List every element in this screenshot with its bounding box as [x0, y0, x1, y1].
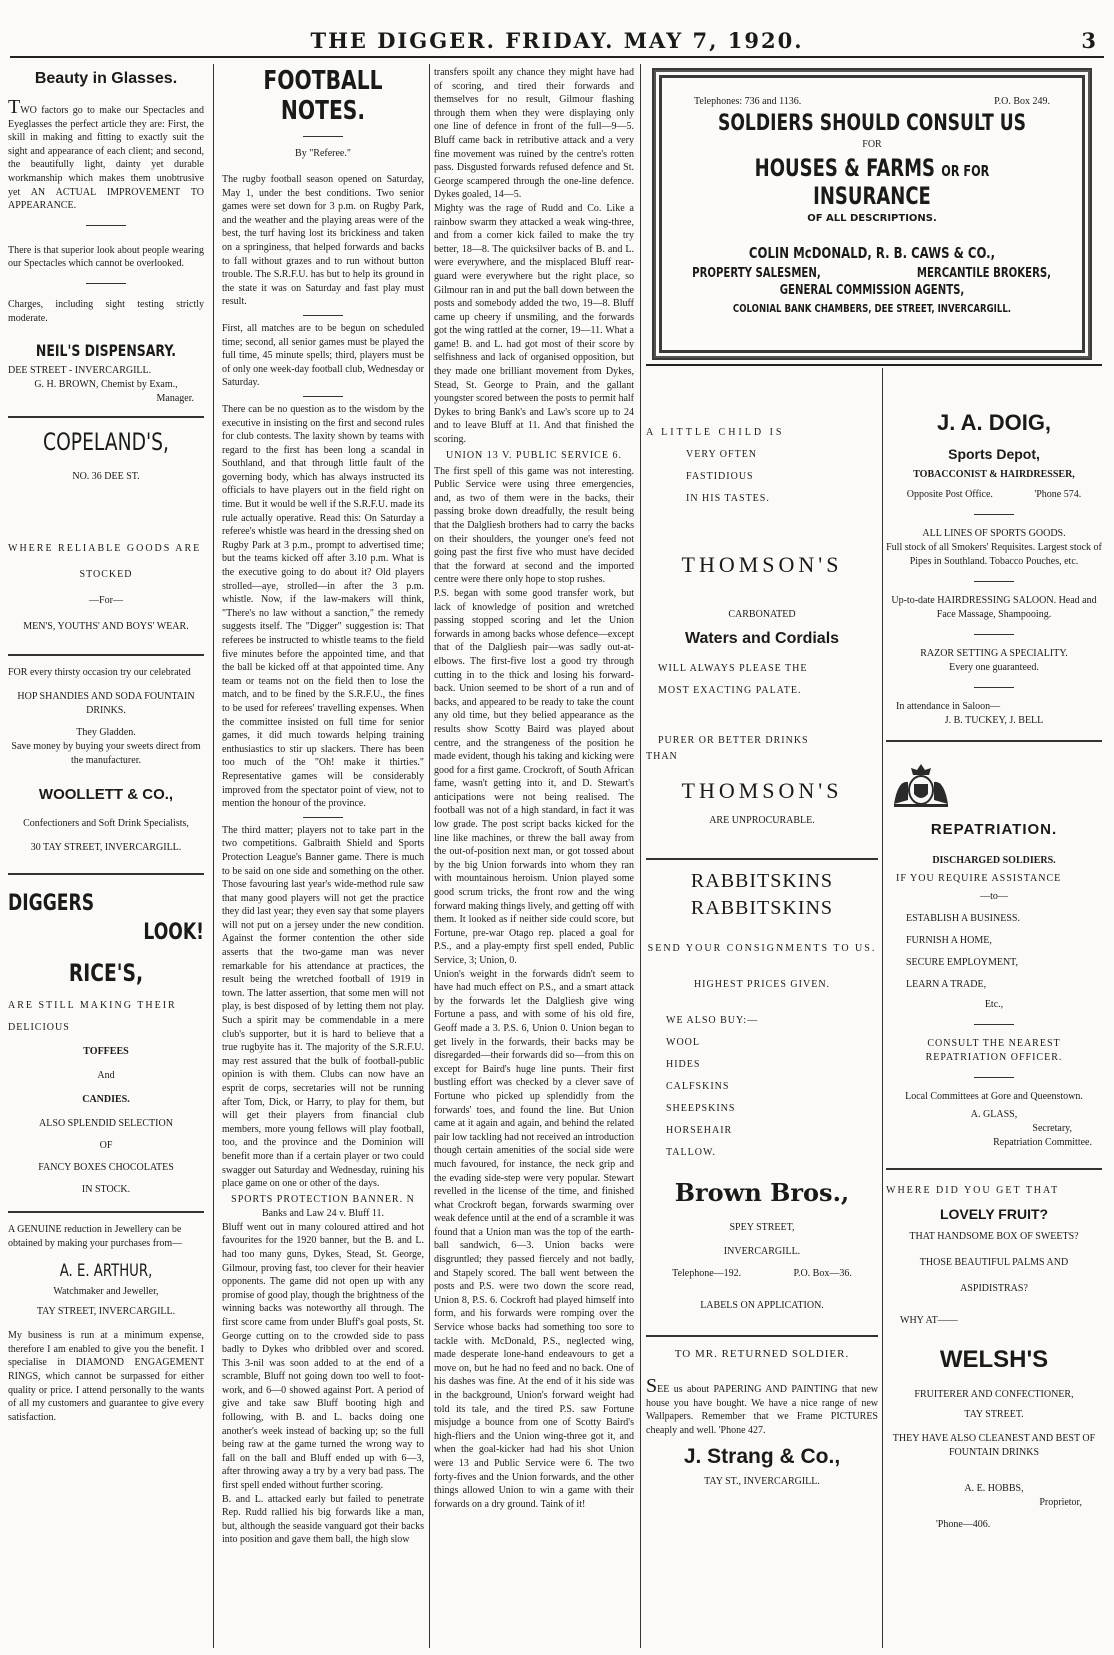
woollett-gladden: They Gladden.: [76, 727, 136, 739]
doig-attendance: In attendance in Saloon—: [896, 701, 1001, 712]
article-paragraph: The first spell of this game was not interesting. Public Service were using three emergencies, and, as two of them were in the backs, their passing broke down dreadfully, the result being that the Dalgliesh brothers had to carry the backs on their shoulders, the younger one's feed not going past the first five who must have decided that the forward at second and the imported centre were there only hope to stop rushes.: [434, 465, 634, 586]
insurance: INSURANCE: [813, 182, 931, 210]
copeland-stocked: STOCKED: [79, 569, 133, 581]
doig-saloon: Up-to-date HAIRDRESSING SALOON. Head and Face Massage, Shampooing.: [891, 595, 1097, 620]
divider: [303, 136, 343, 137]
welsh-name: WELSH'S: [939, 1346, 1049, 1373]
labels-on-application: LABELS ON APPLICATION.: [700, 1300, 824, 1311]
thomsons-name: THOMSON'S: [681, 552, 843, 577]
welsh-why: WHY AT——: [900, 1315, 958, 1326]
repat-to: —to—: [980, 891, 1008, 902]
newspaper-title: THE DIGGER. FRIDAY. MAY 7, 1920.: [310, 28, 804, 53]
look-heading: LOOK!: [143, 920, 204, 946]
column-1: [8, 66, 204, 1646]
repat-item: FURNISH A HOME,: [906, 935, 992, 946]
buy-heading: WE ALSO BUY:—: [666, 1015, 759, 1026]
welsh-where: WHERE DID YOU GET THAT: [886, 1185, 1060, 1196]
column-rule: [882, 368, 883, 1648]
buy-list: [666, 1036, 878, 1160]
buy-item: WOOL: [666, 1037, 700, 1048]
divider: [303, 315, 343, 316]
section-rule: [646, 858, 878, 860]
telephones: Telephones: 736 and 1136.: [694, 96, 802, 107]
article-paragraph: P.S. began with some good transfer work, but lack of knowledge of position and wretched passing stopped scoring and let the Union forwards in among backs whose defence—except that of the Dalgliesh pair—was sadly out-at-elbows. The first-five lost a good try through cutting in to the thick and losing his forward-back. Union seemed to be short of a run and of backs, and appeared to be ready to take the count any old time, but they belied appearance as the results show Scotty Baird was played about centre, and the strangeness of the position he made evident, though his taking and kicking were good for a first game. Crockroft, of South African fame, wasn't getting into it, and D. Stewart's anticipations were not being realised. The football was not of a high standard, in fact it was low grade. The post script backs kicked for the line like machines, or threw the ball away from the out-of-position next man, or got tossed about by the big Union forwards into whom they ran with mountainous heroism. Union played some good scrum tricks, the front row and the wing forward making things lively, and getting off with them. It looked as if neither side could score, but Fortune, pre-war Otago rep. placed a goal for P.S., and a play-empty first spell ended, Public Service, 3; Union, 0.: [434, 587, 634, 966]
woollett-name: WOOLLETT & CO.,: [38, 786, 174, 804]
byline: By "Referee.": [295, 148, 351, 159]
divider: [303, 817, 343, 818]
beauty-look: There is that superior look about people wearing our Spectacles which cannot be overlooked.: [8, 244, 204, 270]
roles-row: [674, 262, 1070, 281]
banner-score: Banks and Law 24 v. Bluff 11.: [261, 1207, 385, 1219]
arthur-body: My business is run at a minimum expense, therefore I am enabled to give you the benefit. I specialise in DIAMOND ENGAGEMENT RINGS, which cannot be surpassed for either quality or price. I attend personally to the wants of all my customers and guarantee to give every satisfaction.: [8, 1330, 204, 1423]
waters-cordials: Waters and Cordials: [684, 630, 840, 647]
for-line: FOR: [862, 139, 882, 150]
buy-item: SHEEPSKINS: [666, 1103, 736, 1114]
child-line: IN HIS TASTES.: [686, 493, 770, 504]
or-for: OR FOR: [941, 162, 990, 180]
welsh-clean: THEY HAVE ALSO CLEANEST AND BEST OF FOUNTAIN DRINKS: [892, 1433, 1096, 1458]
welsh-aspidistras: ASPIDISTRAS?: [960, 1283, 1028, 1294]
article-paragraph: Mighty was the rage of Rudd and Co. Like a rainbow swarm they attacked a weak wing-three, and from a corner kick failed to make the try better, 18—8. The quicksilver backs of B. and L. were everywhere, and the misplaced Bluff rear-guard were everywhere but the right place, so Gilmour ran in and put the ball down between the posts and somebody added the two, 19—8. Bluff came up cheery if unsmiling, and the forwards got the wing rattled at the corner, 19—11. What a game! B. and L. had got most of their score by selfishness and lack of organised opposition, but they made one brilliant movement from Dykes, Stead, St. George to Prain, and the gallant youngster scored between the posts to permit half Dykes to bring Bank's and Law's score up to 24 and to leave Bluff at 11. And that finished the scoring.: [434, 202, 634, 446]
please-line: WILL ALWAYS PLEASE THE: [658, 663, 808, 674]
neil-dispensary-name: NEIL'S DISPENSARY.: [35, 341, 177, 361]
repat-item: ESTABLISH A BUSINESS.: [906, 913, 1020, 924]
repat-list: [886, 912, 1102, 992]
section-rule: [8, 873, 204, 875]
copeland-where: WHERE RELIABLE GOODS ARE: [8, 543, 202, 555]
article-paragraph: The third matter; players not to take part in the two competitions. Galbraith Shield and Sports Protection League's Banner game. There is much to be said on one side and something on the other. Those favouring last year's wide-method rule saw that many good players will not get the practice they did last year; they even say that some players will not put on a jersey under the new condition. Against the former contention the other side asserts that the two-game man was never remarkable for his attendance at practices, the result being the wretched football of 1919 in town. The latter assertion, that some men will not play, is best disposed of by letting them not play. Such a spirit may be commendable in a mere club's supporter, but it is hard to believe that a true rugbyite has it. The majority of the S.R.F.U. may rest assured that the bulk of football-public opinion is with them. Clubs can now have an esprit de corps, secretaries will not be running after Tom, Dick, or Harry, to play for them, but will get their players from financial club members, more young fellows will play football, too, and the province and the Dominion will benefit more than if a certain player or two could swagger out Saturday and Wednesday, ruining his place game on one or other of the days.: [222, 824, 424, 1190]
brown-street: SPEY STREET,: [729, 1222, 795, 1233]
column-4: [646, 380, 878, 1646]
brown-city: INVERCARGILL.: [723, 1246, 801, 1257]
arthur-intro: A GENUINE reduction in Jewellery can be obtained by making your purchases from—: [8, 1224, 183, 1250]
page-number: 3: [1081, 28, 1096, 53]
repat-committee: Repatriation Committee.: [993, 1137, 1092, 1148]
child-line: A LITTLE CHILD IS: [646, 427, 785, 438]
welsh-street: TAY STREET.: [964, 1409, 1024, 1420]
welsh-fruit: LOVELY FRUIT?: [939, 1206, 1049, 1222]
arthur-name: A. E. ARTHUR,: [59, 1261, 153, 1282]
welsh-palms: THOSE BEAUTIFUL PALMS AND: [919, 1257, 1069, 1268]
unprocurable: ARE UNPROCURABLE.: [709, 815, 815, 826]
arthur-address: TAY STREET, INVERCARGILL.: [36, 1306, 176, 1318]
welsh-box: THAT HANDSOME BOX OF SWEETS?: [909, 1231, 1079, 1242]
beauty-charges: Charges, including sight testing strictly moderate.: [8, 298, 204, 324]
woollett-desc: Confectioners and Soft Drink Specialists,: [23, 818, 189, 830]
woollett-address: 30 TAY STREET, INVERCARGILL.: [30, 842, 182, 854]
copeland-address: NO. 36 DEE ST.: [72, 471, 140, 483]
repatriation-heading: REPATRIATION.: [930, 821, 1058, 838]
rice-line: ALSO SPLENDID SELECTION: [39, 1118, 173, 1130]
thomsons-name-2: THOMSON'S: [681, 778, 843, 803]
rice-line: TOFFEES: [83, 1046, 129, 1058]
rice-line: DELICIOUS: [8, 1022, 70, 1034]
doig-depot: Sports Depot,: [948, 446, 1040, 462]
doig-contact: [886, 488, 1102, 502]
rice-name: RICE'S,: [68, 959, 144, 988]
highest-prices: HIGHEST PRICES GIVEN.: [693, 979, 831, 990]
doig-trade: TOBACCONIST & HAIRDRESSER,: [913, 469, 1075, 480]
royal-crest-icon: [886, 760, 956, 810]
doig-stock: Full stock of all Smokers' Requisites. Largest stock of Pipes in Southland. Tobacco Pouches, etc.: [886, 542, 1102, 567]
divider: [86, 225, 126, 226]
article-paragraph: There can be no question as to the wisdom by the executive in insisting on the first and second rules for club contests. The laxity shown by teams with regard to the first has been long a scandal in Southland, and that through little fault of the governing body, which has always instructed its officials to have players out in the field right on time. But it would be well if the S.R.F.U. made its rule actually operative. Read this: On Saturday a referee's whistle was heard in the dressing shed on Rugby Park at 3 p.m., prompt to advertised time; but the teams kicked off after 3.10 p.m. What is the executive going to do about it? Old players strolled—aye, strolled—in after the 3 p.m. whistle. Now, if the law-makers will think, "There's no law without a sanction," the remedy suggests itself. The "Digger" suggestion is: That referees be instructed to whistle teams to the field five minutes before the appointed time, and that the ball be kicked off at that appointed time. Any team or teams not on the field then to lose the match, and to be fined by the S.R.F.U., the fines to be used for referees' travelling expenses. When the committee insisted on full time for senior games, it did much towards helping training enthusiastics to stir up slackers. There has been too much of the "Oh! make it thirties." Representative games will be considerably improved from the spectator point of view, not to mention the honour of the province.: [222, 403, 424, 810]
doig-staff: J. B. TUCKEY, J. BELL: [944, 715, 1044, 726]
section-rule: [8, 416, 204, 418]
brown-po-box: P.O. Box—36.: [793, 1268, 852, 1279]
rice-line: CANDIES.: [82, 1094, 130, 1106]
diggers-heading: DIGGERS: [8, 891, 95, 917]
article-paragraph: transfers spoilt any chance they might have had of scoring, and tired their forwards and themselves for no result, Gilmour flashing through them when they were displaying only one line of defence in front of the full—9—5. Bluff came back in retributive attack and a very fine movement was ruined by the centre's rotten pass. Disgusted forwards refused defence and St. George scampered through the one-line defence. Dykes goaled, 14—5.: [434, 67, 634, 201]
article-paragraph: Bluff went out in many coloured attired and hot favourites for the 1920 banner, but the B. and L. had too many guns, Dykes, Stead, St. George, Gilmour, proving fast, too clever for their heavier opponents. The game did not open up with any promise of good play, though the brightness of the winning backs was noteworthy all through. The first score came from under Bluff's goal posts, St. George cutting on to the crowded side to pass badly to Dykes who dribbled over and scored. This 3-nil was soon added to at the end of a scramble, Bluff not going down too well to foot-work, and 6—0 showed against Port. A period of give and take saw Bluff booting high and following, with B. and L. backs doing one another's week instead of backing up; so the full being raw at the game turned the wrong way to fall on the ball and Bluff ended up with 6—3, after throwing away a try by a very bad pass. The first spell ended without further scoring.: [222, 1221, 424, 1492]
rabbitskins-heading-2: RABBITSKINS: [690, 897, 834, 919]
houses-farms: HOUSES & FARMS: [754, 154, 935, 182]
repat-secretary: Secretary,: [1032, 1123, 1072, 1134]
woollett-intro: FOR every thirsty occasion try our celebrated: [8, 667, 191, 679]
copeland-name: COPELAND'S,: [43, 428, 169, 457]
purer-line: PURER OR BETTER DRINKS: [658, 735, 809, 746]
column-rule: [429, 64, 430, 1648]
column-2: [222, 66, 424, 1646]
repat-local: Local Committees at Gore and Queenstown.: [905, 1091, 1083, 1102]
divider: [974, 1024, 1014, 1025]
soldiers-consult-line: SOLDIERS SHOULD CONSULT US: [717, 111, 1027, 136]
neil-manager: Manager.: [156, 393, 194, 405]
rice-line: OF: [99, 1140, 113, 1152]
repat-item: SECURE EMPLOYMENT,: [906, 957, 1019, 968]
arthur-trade: Watchmaker and Jeweller,: [53, 1286, 159, 1298]
buy-item: HORSEHAIR: [666, 1125, 733, 1136]
section-rule: [646, 1335, 878, 1337]
rabbitskins-heading: RABBITSKINS: [690, 870, 834, 892]
repat-consult: CONSULT THE NEAREST REPATRIATION OFFICER.: [925, 1038, 1063, 1063]
buy-item: TALLOW.: [666, 1147, 716, 1158]
ad-address: COLONIAL BANK CHAMBERS, DEE STREET, INVERCARGILL.: [732, 302, 1012, 315]
woollett-save: Save money by buying your sweets direct from the manufacturer.: [11, 741, 201, 767]
football-notes-headline: FOOTBALL NOTES.: [263, 66, 383, 126]
welsh-owner: A. E. HOBBS,: [964, 1483, 1024, 1494]
ad-contact-row: [674, 88, 1070, 107]
masthead: [10, 28, 1104, 53]
divider: [974, 1077, 1014, 1078]
discharged-soldiers: DISCHARGED SOLDIERS.: [932, 855, 1056, 866]
property-salesmen: PROPERTY SALESMEN,: [692, 266, 821, 281]
houses-farms-line: [724, 154, 1021, 210]
neil-chemist: G. H. BROWN, Chemist by Exam.,: [34, 379, 178, 391]
doig-guarantee: Every one guaranteed.: [949, 662, 1039, 673]
rice-line: ARE STILL MAKING THEIR: [8, 1000, 177, 1012]
union-subhead: UNION 13 V. PUBLIC SERVICE 6.: [446, 449, 622, 461]
buy-item: CALFSKINS: [666, 1081, 730, 1092]
send-consignments: SEND YOUR CONSIGNMENTS TO US.: [647, 943, 877, 954]
repat-etc: Etc.,: [984, 999, 1004, 1010]
woollett-hop: HOP SHANDIES AND SODA FOUNTAIN DRINKS.: [17, 691, 195, 717]
general-commission: GENERAL COMMISSION AGENTS,: [779, 283, 965, 298]
doig-phone: 'Phone 574.: [1034, 489, 1082, 500]
rice-line: FANCY BOXES CHOCOLATES: [38, 1162, 174, 1174]
repat-item: LEARN A TRADE,: [906, 979, 987, 990]
repat-glass: A. GLASS,: [970, 1109, 1018, 1120]
strang-address: TAY ST., INVERCARGILL.: [704, 1476, 820, 1488]
article-paragraph: The rugby football season opened on Saturday, May 1, under the best conditions. Two senior games were set down for 3 p.m. on Rugby Park, and the weather and the playing areas were of the best, the turf having lost its brickiness and taken on a springiness, that helped forwards and backs to fall without grazes and to run without button trouble. The S.R.F.U. has but to help its ground in the state it was on Saturday and fast play must result.: [222, 174, 424, 308]
brown-contact: [646, 1267, 878, 1281]
column-5: [886, 380, 1102, 1646]
article-paragraph: First, all matches are to be begun on scheduled time; second, all senior games must be played the full time, 45 minute spells; third, players must be of only one week-day football club, Wednesday or Saturday.: [222, 322, 424, 389]
all-descriptions: OF ALL DESCRIPTIONS.: [807, 213, 937, 224]
beauty-body: TWO factors go to make our Spectacles and Eyeglasses the perfect article they are: First, the skill in making and fitting to exactly suit the sight and appearance of each client; and second, the beautifully light, dainty yet durable workmanship which makes them unobtrusive yet AN ACTUAL IMPROVEMENT TO APPEARANCE.: [8, 96, 204, 212]
divider: [86, 283, 126, 284]
rice-line: IN STOCK.: [81, 1184, 131, 1196]
strang-name: J. Strang & Co.,: [683, 1445, 841, 1469]
copeland-wear: MEN'S, YOUTHS' AND BOYS' WEAR.: [23, 621, 189, 633]
column-rule: [213, 64, 214, 1648]
carbonated: CARBONATED: [728, 609, 796, 620]
po-box: P.O. Box 249.: [994, 96, 1050, 107]
article-paragraph: B. and L. attacked early but failed to penetrate Rep. Rudd rallied his big forwards like a man, but, although the seaside vanguard got their backs into position and gave them ball, the high slow: [222, 1493, 424, 1546]
firm-name: COLIN McDONALD, R. B. CAWS & CO.,: [748, 244, 996, 262]
copeland-for: —For—: [89, 595, 123, 607]
beauty-headline: Beauty in Glasses.: [34, 70, 178, 87]
section-rule: [8, 654, 204, 656]
banner-subhead: SPORTS PROTECTION BANNER. N: [231, 1193, 415, 1205]
section-rule: [646, 364, 1102, 366]
neil-address: DEE STREET - INVERCARGILL.: [8, 365, 152, 377]
divider: [974, 634, 1014, 635]
child-line: VERY OFTEN: [686, 449, 758, 460]
masthead-rule: [10, 56, 1104, 58]
doig-razor: RAZOR SETTING A SPECIALITY.: [920, 648, 1068, 659]
mcdonald-caws-advert: [652, 68, 1092, 360]
welsh-phone: 'Phone—406.: [936, 1519, 991, 1530]
divider: [974, 514, 1014, 515]
returned-soldier-heading: TO MR. RETURNED SOLDIER.: [674, 1348, 850, 1360]
divider: [303, 396, 343, 397]
strang-body: SEE us about PAPERING AND PAINTING that new house you have bought. We have a nice range of new Wallpapers. Remember that we Frame PICTURES cheaply and well. 'Phone 427.: [646, 1375, 878, 1436]
divider: [974, 581, 1014, 582]
buy-item: HIDES: [666, 1059, 701, 1070]
doig-opposite: Opposite Post Office.: [906, 489, 993, 500]
mercantile-brokers: MERCANTILE BROKERS,: [916, 266, 1052, 281]
rice-line: And: [97, 1070, 115, 1082]
doig-name: J. A. DOIG,: [936, 410, 1052, 435]
welsh-proprietor: Proprietor,: [1039, 1497, 1082, 1508]
section-rule: [886, 740, 1102, 742]
require-assistance: IF YOU REQUIRE ASSISTANCE: [896, 873, 1062, 884]
section-rule: [886, 1168, 1102, 1170]
please-line: MOST EXACTING PALATE.: [658, 685, 802, 696]
article-paragraph: Union's weight in the forwards didn't seem to have had much effect on P.S., and a smart attack by the forwards let the Dalgliesh give wing Fortune a pass, and with some of his old fire, Geoff made a 3. P.S. 6, Union 0. Union began to get lively in the forwards, their backs may be disregarded—their forwards did so—from this on except for Baird's huge line punts. Their first bustling effort was checked by a clever save of Fortune who picked up splendidly from the forwards' toes, and found the line. But Union came at it again and again, and behind the related pair low tackling had not received an introduction though certain amenities of the social side were much favoured, for instance, the neck grip and the evading side-step were very popular. Stewart revelled in the license of the time, and finished what Crockroft began, forwards swarming over weak defence until at the end of a scramble it was found that a Union man was the top of the earth-ball sandwich, 6—3. Union backs were disgruntled; they passed fiercely and not badly, and Stapely scored. The ball went between the posts and P.S. were two down the score read, Union 8, P.S. 6. Cockroft had played himself into form, and his forwards were romping over the Service whose backs had something too sore to tackle with. McDonald, P.S., neglected wing, made desperate lone-hand endeavours to get a move on, but he had no feed and no back. One of his dashes was fine. At the end of it his side was in the background, Union's forward weight had told its tale, and the tired P.S. saw Fortune misjudge a bounce from one of Scotty Baird's high-fliers and the Union wing-three got it, and when the goal-kicker had had his shot Union were 13 and Public Service were 6. The two forty-fives and the Union forwards, and the other things allowed Union to win a game with their forwards on a dry ground. Taink of it!: [434, 968, 634, 1510]
welsh-trade: FRUITERER AND CONFECTIONER,: [914, 1389, 1074, 1400]
doig-lines: ALL LINES OF SPORTS GOODS.: [922, 528, 1066, 539]
divider: [974, 687, 1014, 688]
section-rule: [8, 1211, 204, 1213]
brown-bros-name: Brown Bros.,: [674, 1178, 850, 1207]
column-3: [434, 66, 634, 1646]
brown-telephone: Telephone—192.: [672, 1268, 742, 1279]
column-rule: [640, 64, 641, 1648]
child-line: FASTIDIOUS: [686, 471, 754, 482]
purer-line: THAN: [646, 751, 678, 762]
